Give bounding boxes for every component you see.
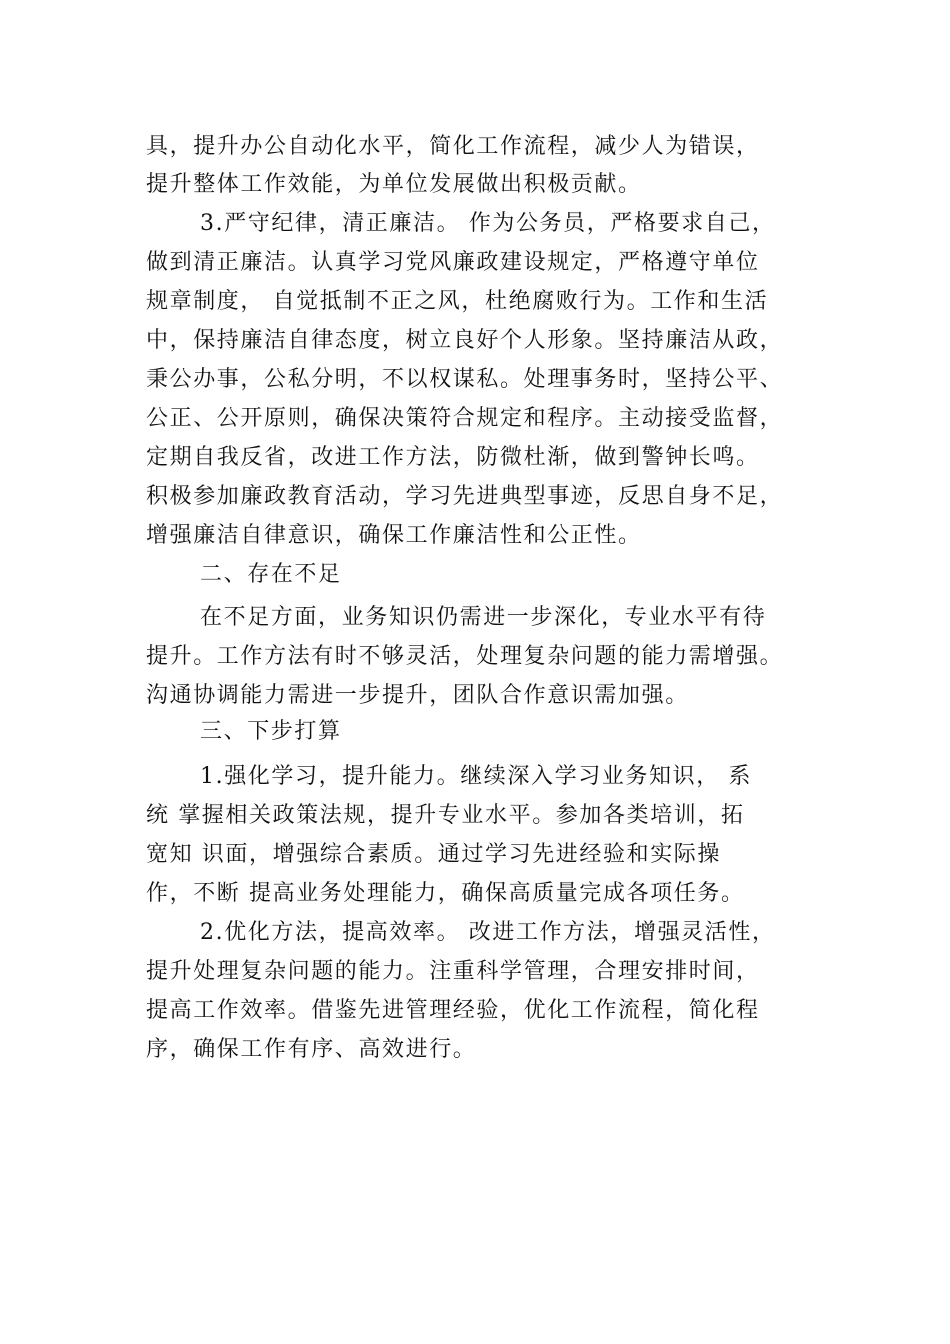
paragraph-line: 作，不断 提高业务处理能力，确保高质量完成各项任务。	[146, 881, 745, 906]
paragraph-line: 中，保持廉洁自律态度，树立良好个人形象。坚持廉洁从政，	[146, 328, 784, 353]
paragraph-line: 统 掌握相关政策法规，提升专业水平。参加各类培训，拓	[146, 803, 745, 828]
paragraph-line: 具，提升办公自动化水平，简化工作流程，减少人为错误，	[146, 134, 760, 159]
paragraph-line: 宽知 识面，增强综合素质。通过学习先进经验和实际操	[146, 842, 721, 867]
item-3-heading-line: 3.严守纪律，清正廉洁。 作为公务员，严格要求自己，	[200, 211, 776, 236]
plan-1-heading-line: 1.强化学习，提升能力。继续深入学习业务知识， 系	[200, 764, 752, 789]
paragraph-line: 沟通协调能力需进一步提升，团队合作意识需加强。	[146, 683, 689, 708]
paragraph-line: 在不足方面，业务知识仍需进一步深化，专业水平有待	[200, 605, 767, 630]
paragraph-line: 做到清正廉洁。认真学习党风廉政建设规定，严格遵守单位	[146, 250, 760, 275]
paragraph-line: 提高工作效率。借鉴先进管理经验，优化工作流程，简化程	[146, 998, 760, 1023]
section-heading-next-steps: 三、下步打算	[200, 719, 342, 744]
paragraph-line: 提升。工作方法有时不够灵活，处理复杂问题的能力需增强。	[146, 644, 784, 669]
paragraph-line: 增强廉洁自律意识，确保工作廉洁性和公正性。	[146, 523, 642, 548]
paragraph-line: 积极参加廉政教育活动，学习先进典型事迹，反思自身不足，	[146, 484, 784, 509]
paragraph-line: 定期自我反省，改进工作方法，防微杜渐，做到警钟长鸣。	[146, 445, 760, 470]
section-heading-shortcomings: 二、存在不足	[200, 562, 342, 587]
paragraph-line: 秉公办事，公私分明，不以权谋私。处理事务时，坚持公平、	[146, 367, 784, 392]
paragraph-line: 提升处理复杂问题的能力。注重科学管理，合理安排时间，	[146, 959, 760, 984]
paragraph-line: 序，确保工作有序、高效进行。	[146, 1037, 477, 1062]
plan-2-heading-line: 2.优化方法，提高效率。 改进工作方法，增强灵活性，	[200, 920, 776, 945]
paragraph-line: 规章制度， 自觉抵制不正之风，杜绝腐败行为。工作和生活	[146, 289, 769, 314]
paragraph-line: 提升整体工作效能，为单位发展做出积极贡献。	[146, 172, 642, 197]
paragraph-line: 公正、公开原则，确保决策符合规定和程序。主动接受监督，	[146, 406, 784, 431]
